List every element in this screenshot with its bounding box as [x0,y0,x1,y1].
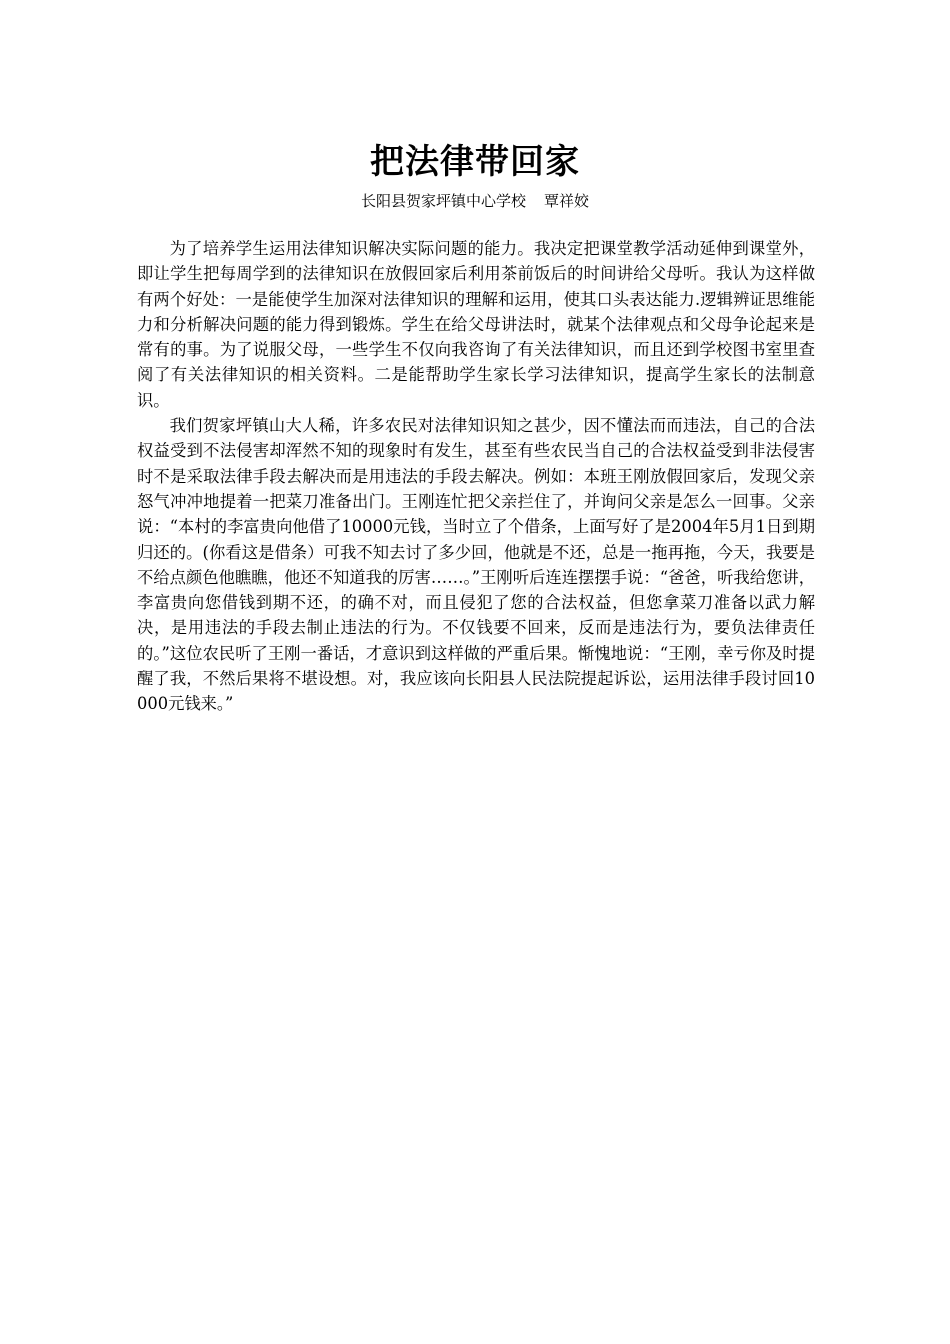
author-name: 覃祥姣 [544,192,590,210]
body-paragraph-2: 我们贺家坪镇山大人稀，许多农民对法律知识知之甚少，因不懂法而而违法，自己的合法权益受到不法侵害却浑然不知的现象时有发生，甚至有些农民当自己的合法权益受到非法侵害时不是采取法律手段去解决而是用违法的手段去解决。例如：本班王刚放假回家后，发现父亲怒气冲冲地提着一把菜刀准备出门。王刚连忙把父亲拦住了，并询问父亲是怎么一回事。父亲说：“本村的李富贵向他借了10000元钱，当时立了个借条，上面写好了是2004年5月1日到期归还的。(你看这是借条）可我不知去讨了多少回，他就是不还，总是一拖再拖，今天，我要是不给点颜色他瞧瞧，他还不知道我的厉害……。”王刚听后连连摆摆手说：“爸爸，听我给您讲，李富贵向您借钱到期不还，的确不对，而且侵犯了您的合法权益，但您拿菜刀准备以武力解决，是用违法的手段去制止违法的行为。不仅钱要不回来，反而是违法行为，要负法律责任的。”这位农民听了王刚一番话，才意识到这样做的严重后果。惭愧地说：“王刚，幸亏你及时提醒了我，不然后果将不堪设想。对，我应该向长阳县人民法院提起诉讼，运用法律手段讨回10000元钱来。” [137,416,815,714]
document-title: 把法律带回家 [370,142,580,182]
author-byline [0,190,950,212]
author-school: 长阳县贺家坪镇中心学校 [360,192,526,210]
document-body [137,236,815,717]
body-paragraph-1: 为了培养学生运用法律知识解决实际问题的能力。我决定把课堂教学活动延伸到课堂外，即让学生把每周学到的法律知识在放假回家后利用茶前饭后的时间讲给父母听。我认为这样做有两个好处：一是能使学生加深对法律知识的理解和运用，使其口头表达能力.逻辑辨证思维能力和分析解决问题的能力得到锻炼。学生在给父母讲法时，就某个法律观点和父母争论起来是常有的事。为了说服父母，一些学生不仅向我咨询了有关法律知识，而且还到学校图书室里查阅了有关法律知识的相关资料。二是能帮助学生家长学习法律知识，提高学生家长的法制意识。 [137,239,815,410]
